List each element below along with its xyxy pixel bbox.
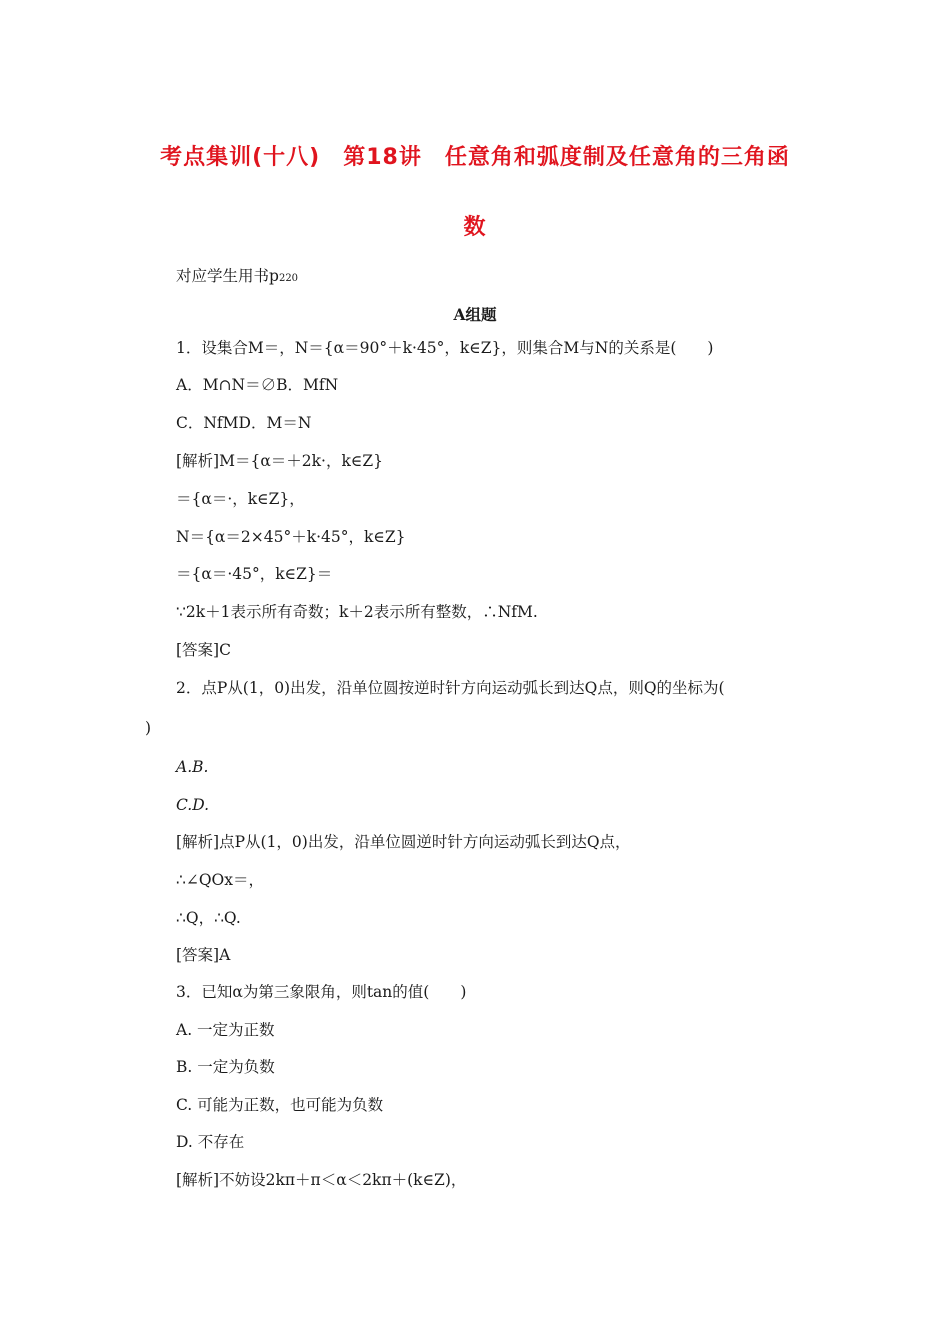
question-1-answer: [答案]C <box>176 641 231 659</box>
question-2-stem-continued: ) <box>145 719 152 737</box>
question-1-analysis-line: ∵2k＋1表示所有奇数；k＋2表示所有整数，∴NfM. <box>176 603 538 621</box>
question-3-option-c: C. 可能为正数，也可能为负数 <box>176 1096 384 1114</box>
question-1-analysis-line: N＝{α＝2×45°＋k·45°，k∈Z} <box>176 528 406 546</box>
question-2-options-ab: A.B. <box>176 758 209 776</box>
question-2-analysis-line: ∴Q，∴Q. <box>176 909 241 927</box>
document-title: 考点集训(十八) 第18讲 任意角和弧度制及任意角的三角函 <box>160 145 790 170</box>
source-prefix: 对应学生用书 <box>176 267 270 285</box>
question-2-options-cd: C.D. <box>176 796 210 814</box>
question-1-options-cd: C．NfMD．M＝N <box>176 414 312 432</box>
question-3-analysis-line: [解析]不妨设2kπ＋π＜α＜2kπ＋(k∈Z)， <box>176 1171 467 1189</box>
question-3-option-a: A. 一定为正数 <box>176 1021 275 1039</box>
document-title-continued: 数 <box>463 215 487 240</box>
question-2-analysis-line: ∴∠QOx＝， <box>176 871 265 889</box>
source-page-number: 220 <box>278 273 299 284</box>
source-page: p <box>269 267 279 285</box>
question-1-analysis-line: ＝{α＝·，k∈Z}， <box>176 490 305 508</box>
question-1-options-ab: A．M∩N＝∅B．MfN <box>176 376 339 394</box>
question-1-stem: 1．设集合M＝，N＝{α＝90°＋k·45°，k∈Z}，则集合M与N的关系是( ) <box>176 339 714 357</box>
source-reference <box>176 266 298 289</box>
question-2-stem: 2．点P从(1，0)出发，沿单位圆按逆时针方向运动弧长到达Q点，则Q的坐标为( <box>176 679 725 697</box>
question-2-analysis-line: [解析]点P从(1，0)出发，沿单位圆逆时针方向运动弧长到达Q点， <box>176 833 631 851</box>
question-3-option-b: B. 一定为负数 <box>176 1058 275 1076</box>
question-1-analysis-line: ＝{α＝·45°，k∈Z}＝ <box>176 565 333 583</box>
question-3-option-d: D. 不存在 <box>176 1133 245 1151</box>
question-1-analysis-line: [解析]M＝{α＝＋2k·，k∈Z} <box>176 452 383 470</box>
question-2-answer: [答案]A <box>176 946 231 964</box>
question-3-stem: 3．已知α为第三象限角，则tan的值( ) <box>176 983 467 1001</box>
group-heading: A组题 <box>453 305 497 324</box>
